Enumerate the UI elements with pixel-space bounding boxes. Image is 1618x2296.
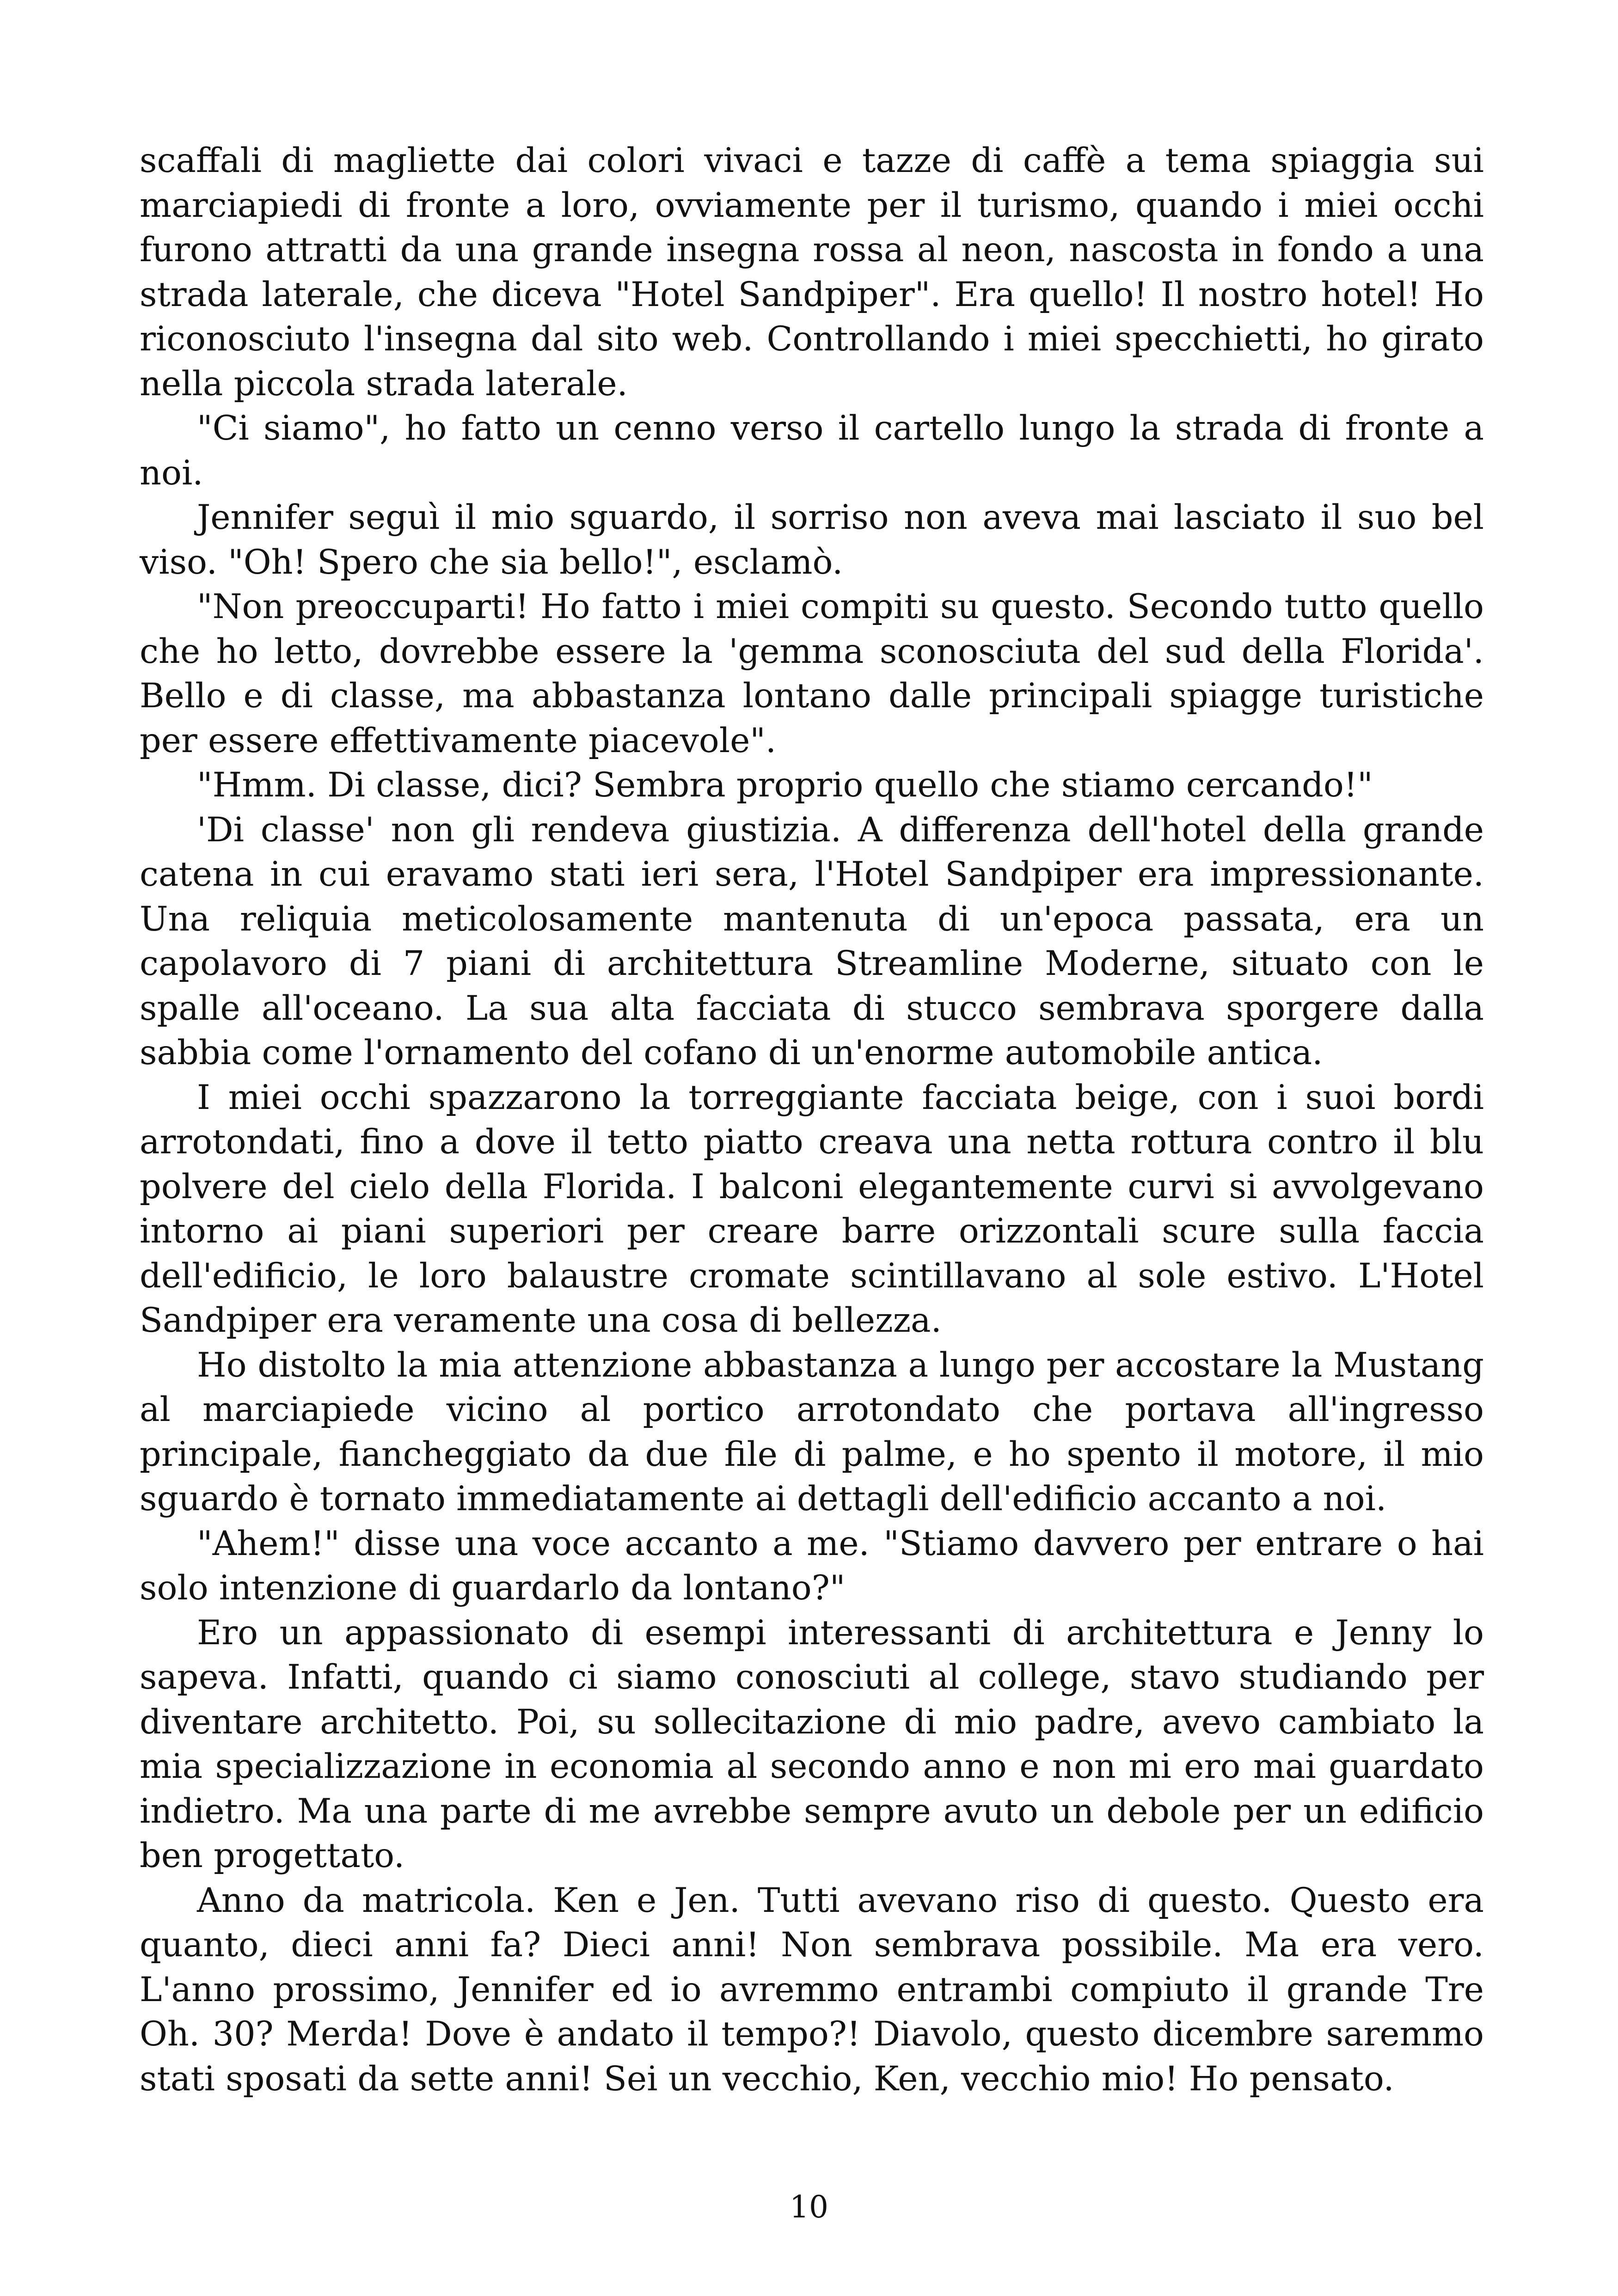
paragraph-5: "Hmm. Di classe, dici? Sembra proprio quello che stiamo cercando!"	[197, 765, 1373, 805]
paragraph-2: "Ci siamo", ho fatto un cenno verso il cartello lungo la strada di fronte a noi.	[140, 409, 1484, 493]
paragraph-1: scaffali di magliette dai colori vivaci e tazze di caffè a tema spiaggia sui marciapiedi di fronte a loro, ovviamente per il turismo, quando i miei occhi furono attratti da una grande insegna rossa al neon, nascosta in fondo a una strada laterale, che diceva "Hotel Sandpiper". Era quello! Il nostro hotel! Ho riconosciuto l'insegna dal sito web. Controllando i miei specchietti, ho girato nella piccola strada laterale.	[140, 141, 1484, 404]
paragraph-10: Ero un appassionato di esempi interessanti di architettura e Jenny lo sapeva. Infatti, quando ci siamo conosciuti al college, stavo studiando per diventare architetto. Poi, su sollecitazione di mio padre, avevo cambiato la mia specializzazione in economia al secondo anno e non mi ero mai guardato indietro. Ma una parte di me avrebbe sempre avuto un debole per un edificio ben progettato.	[140, 1613, 1484, 1875]
page-number: 10	[790, 2189, 828, 2225]
paragraph-11: Anno da matricola. Ken e Jen. Tutti avevano riso di questo. Questo era quanto, dieci anni fa? Dieci anni! Non sembrava possibile. Ma era vero. L'anno prossimo, Jennifer ed io avremmo entrambi compiuto il grande Tre Oh. 30? Merda! Dove è andato il tempo?! Diavolo, questo dicembre saremmo stati sposati da sette anni! Sei un vecchio, Ken, vecchio mio! Ho pensato.	[140, 1880, 1484, 2099]
paragraph-8: Ho distolto la mia attenzione abbastanza a lungo per accostare la Mustang al marciapiede vicino al portico arrotondato che portava all'ingresso principale, fiancheggiato da due file di palme, e ho spento il motore, il mio sguardo è tornato immediatamente ai dettagli dell'edificio accanto a noi.	[140, 1345, 1484, 1518]
paragraph-3: Jennifer seguì il mio sguardo, il sorriso non aveva mai lasciato il suo bel viso. "Oh! Spero che sia bello!", esclamò.	[140, 498, 1484, 582]
paragraph-7: I miei occhi spazzarono la torreggiante facciata beige, con i suoi bordi arrotondati, fino a dove il tetto piatto creava una netta rottura contro il blu polvere del cielo della Florida. I balconi elegantemente curvi si avvolgevano intorno ai piani superiori per creare barre orizzontali scure sulla faccia dell'edificio, le loro balaustre cromate scintillavano al sole estivo. L'Hotel Sandpiper era veramente una cosa di bellezza.	[140, 1078, 1484, 1340]
body-text	[140, 139, 1484, 2101]
paragraph-4: "Non preoccuparti! Ho fatto i miei compiti su questo. Secondo tutto quello che ho letto, dovrebbe essere la 'gemma sconosciuta del sud della Florida'. Bello e di classe, ma abbastanza lontano dalle principali spiagge turistiche per essere effettivamente piacevole".	[140, 587, 1484, 760]
paragraph-9: "Ahem!" disse una voce accanto a me. "Stiamo davvero per entrare o hai solo intenzione di guardarlo da lontano?"	[140, 1524, 1484, 1608]
paragraph-6: 'Di classe' non gli rendeva giustizia. A differenza dell'hotel della grande catena in cui eravamo stati ieri sera, l'Hotel Sandpiper era impressionante. Una reliquia meticolosamente mantenuta di un'epoca passata, era un capolavoro di 7 piani di architettura Streamline Moderne, situato con le spalle all'oceano. La sua alta facciata di stucco sembrava sporgere dalla sabbia come l'ornamento del cofano di un'enorme automobile antica.	[140, 810, 1484, 1072]
